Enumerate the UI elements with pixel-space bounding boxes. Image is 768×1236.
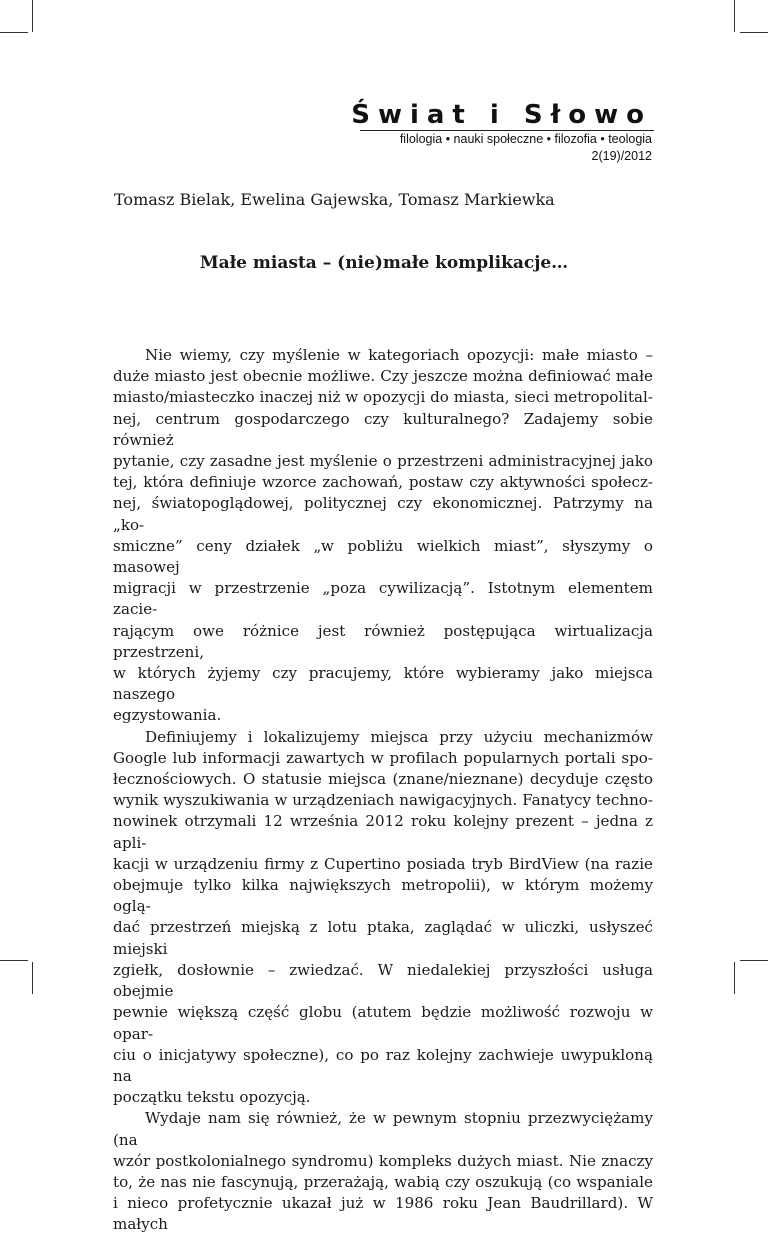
crop-mark [32, 0, 33, 32]
text-line: obejmuje tylko kilka największych metropolii), w którym możemy oglą- [113, 876, 653, 916]
text-line: i nieco profetycznie ukazał już w 1986 roku Jean Baudrillard). W małych [113, 1194, 653, 1234]
text-line: Nie wiemy, czy myślenie w kategoriach opozycji: małe miasto – [145, 346, 653, 364]
crop-mark [32, 962, 33, 994]
crop-mark [734, 0, 735, 32]
journal-subtitle: filologia • nauki społeczne • filozofia • teologia [399, 132, 652, 146]
text-line: egzystowania. [113, 706, 222, 725]
paragraph [113, 1108, 653, 1235]
text-line: pytanie, czy zasadne jest myślenie o przestrzeni administracyjnej jako [113, 452, 653, 471]
crop-mark [0, 960, 28, 961]
text-line: Definiujemy i lokalizujemy miejsca przy użyciu mechanizmów [145, 727, 653, 746]
paragraph [113, 727, 653, 1109]
text-line: łecznościowych. O statusie miejsca (znane/nieznane) decyduje często [113, 770, 653, 789]
text-line: początku tekstu opozycją. [113, 1088, 311, 1107]
header-divider [360, 130, 654, 131]
text-line: nowinek otrzymali 12 września 2012 roku kolejny prezent – jedna z apli- [113, 812, 653, 852]
text-line: kacji w urządzeniu firmy z Cupertino posiada tryb BirdView (na razie [113, 854, 653, 873]
crop-mark [734, 962, 735, 994]
paragraph [113, 345, 653, 727]
text-line: zgiełk, dosłownie – zwiedzać. W niedalekiej przyszłości usługa obejmie [113, 960, 653, 1001]
text-line: pewnie większą część globu (atutem będzie możliwość rozwoju w opar- [113, 1003, 653, 1043]
crop-mark [0, 32, 28, 33]
text-line: ciu o inicjatywy społeczne), co po raz kolejny zachwieje uwypukloną na [113, 1045, 653, 1085]
text-line: migracji w przestrzenie „poza cywilizacją”. Istotnym elementem zacie- [113, 579, 653, 619]
text-line: duże miasto jest obecnie możliwe. Czy jeszcze można definiować małe [113, 367, 653, 386]
text-line: nej, centrum gospodarczego czy kulturalnego? Zadajemy sobie również [113, 409, 653, 449]
text-line: rającym owe różnice jest również postępująca wirtualizacja przestrzeni, [113, 621, 653, 661]
article-title: Małe miasta – (nie)małe komplikacje… [199, 253, 569, 273]
text-line: Wydaje nam się również, że w pewnym stopniu przezwyciężamy (na [113, 1109, 653, 1149]
crop-mark [740, 960, 768, 961]
article-authors: Tomasz Bielak, Ewelina Gajewska, Tomasz Markiewka [114, 190, 555, 209]
text-line: w których żyjemy czy pracujemy, które wybieramy jako miejsca naszego [113, 664, 653, 704]
journal-title: Świat i Słowo [351, 100, 652, 130]
text-line: tej, która definiuje wzorce zachowań, postaw czy aktywności społecz- [113, 473, 653, 492]
article-body [113, 345, 653, 1236]
journal-issue: 2(19)/2012 [591, 149, 652, 163]
text-line: miasto/miasteczko inaczej niż w opozycji do miasta, sieci metropolital- [113, 388, 653, 407]
crop-mark [740, 32, 768, 33]
text-line: Google lub informacji zawartych w profilach popularnych portali spo- [113, 748, 653, 767]
text-line: wynik wyszukiwania w urządzeniach nawigacyjnych. Fanatycy techno- [113, 791, 653, 810]
text-line: wzór postkolonialnego syndromu) kompleks dużych miast. Nie znaczy [113, 1151, 653, 1170]
text-line: nej, światopoglądowej, politycznej czy ekonomicznej. Patrzymy na „ko- [113, 494, 653, 534]
text-line: smiczne” ceny działek „w pobliżu wielkich miast”, słyszymy o masowej [113, 536, 653, 577]
text-line: to, że nas nie fascynują, przerażają, wabią czy oszukują (co wspaniale [113, 1172, 653, 1191]
text-line: dać przestrzeń miejską z lotu ptaka, zaglądać w uliczki, usłyszeć miejski [113, 918, 653, 958]
